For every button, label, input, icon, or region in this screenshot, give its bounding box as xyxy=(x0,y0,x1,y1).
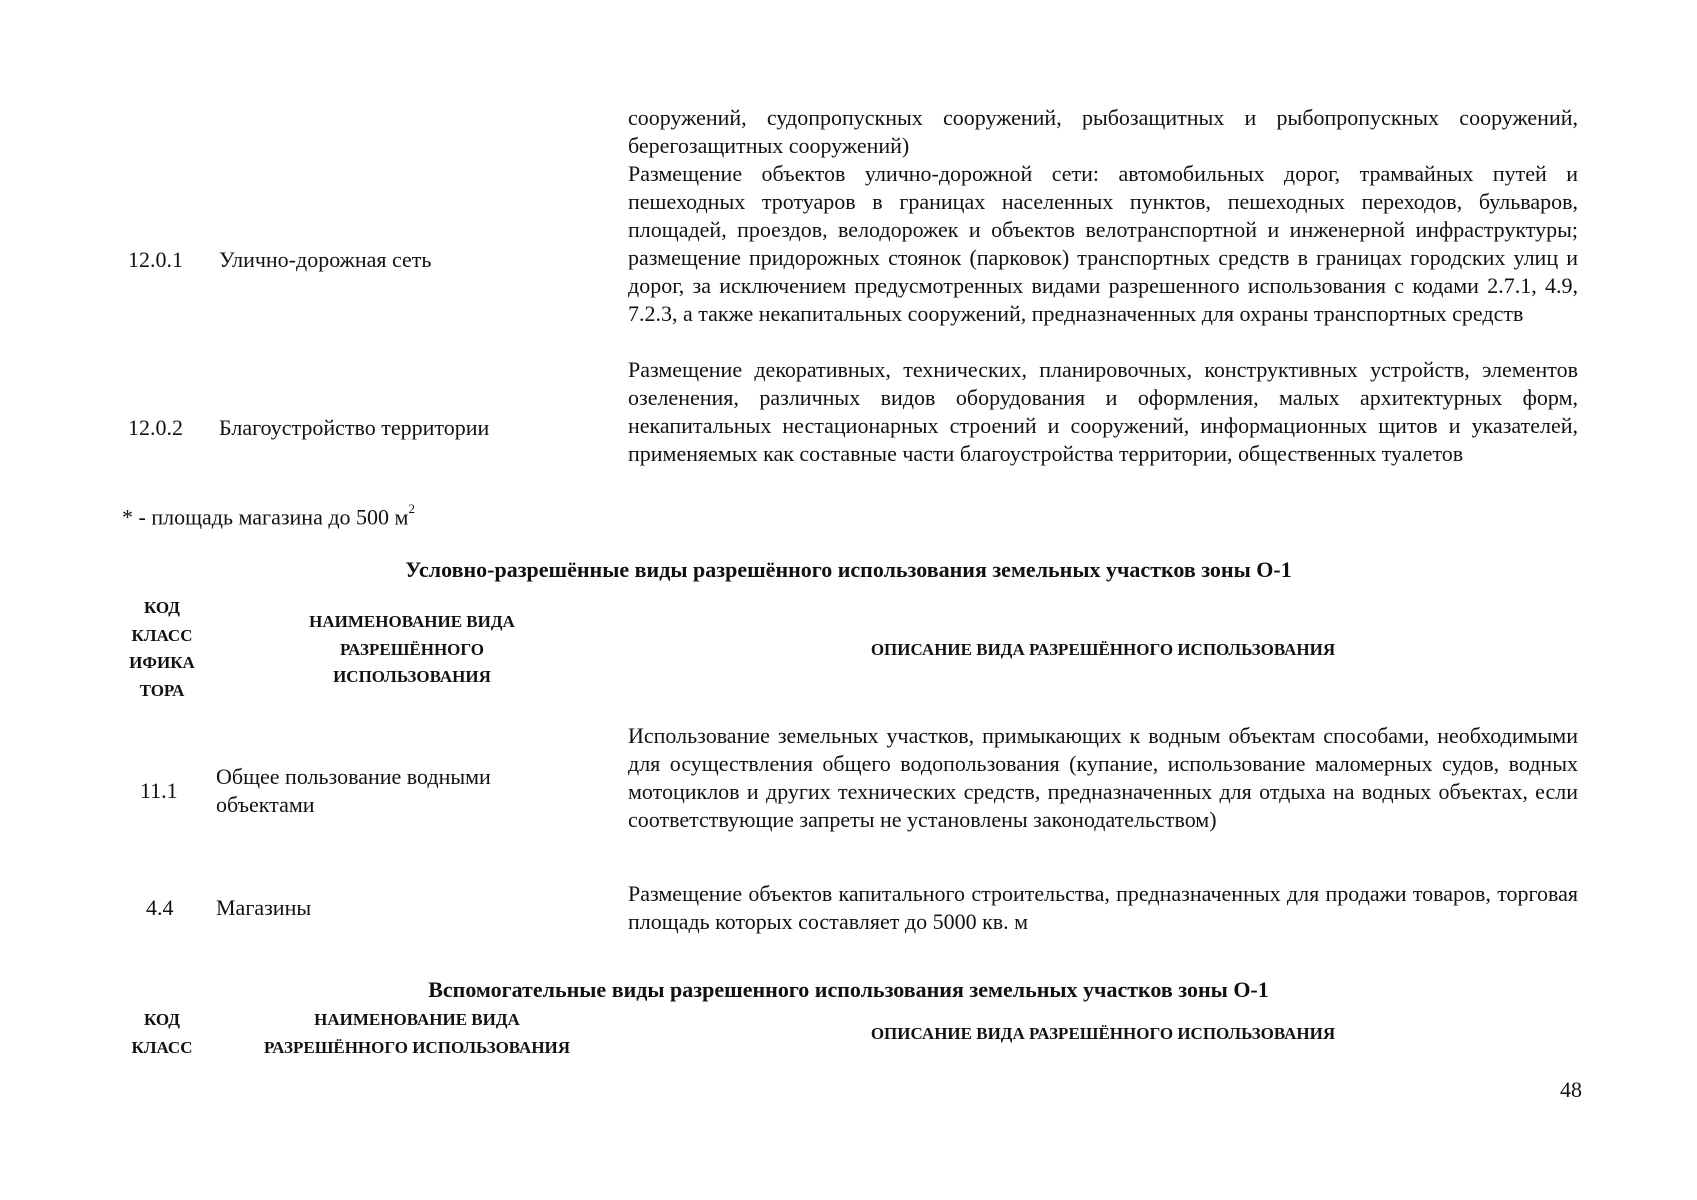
row-name-4-4: Магазины xyxy=(216,895,312,920)
header-code-line: ИФИКА xyxy=(129,653,195,672)
auxiliary-section-title: Вспомогательные виды разрешенного использования земельных участков зоны О-1 xyxy=(428,977,1269,1002)
header-code-line: КЛАСС xyxy=(131,1037,193,1057)
auxiliary-header-description: ОПИСАНИЕ ВИДА РАЗРЕШЁННОГО ИСПОЛЬЗОВАНИЯ xyxy=(870,1024,1336,1043)
continuation-description: сооружений, судопропускных сооружений, рыбозащитных и рыбопропускных сооружений, берегозащитных сооружений) xyxy=(628,105,1578,158)
auxiliary-header-name xyxy=(222,1006,612,1061)
header-name-line: НАИМЕНОВАНИЕ ВИДА xyxy=(314,1010,520,1029)
header-name-line: НАИМЕНОВАНИЕ ВИДА xyxy=(309,612,515,631)
conditional-section-title: Условно-разрешённые виды разрешённого использования земельных участков зоны О-1 xyxy=(405,557,1292,582)
row-description-12-0-2: Размещение декоративных, технических, планировочных, конструктивных устройств, элементов озеленения, различных видов оборудования и оформления, малых архитектурных форм, некапитальных нестационарных строений и сооружений, информационных щитов и указателей, применяемых как составные части благоустройства территории, общественных туалетов xyxy=(628,357,1578,466)
row-code-11-1: 11.1 xyxy=(140,778,178,803)
row-code-4-4: 4.4 xyxy=(146,895,174,920)
conditional-header-description: ОПИСАНИЕ ВИДА РАЗРЕШЁННОГО ИСПОЛЬЗОВАНИЯ xyxy=(870,640,1336,659)
footnote-text: * - площадь магазина до 500 м xyxy=(122,504,409,530)
auxiliary-header-code xyxy=(112,1006,212,1061)
row-name-11-1: Общее пользование водными объектами xyxy=(216,764,491,817)
row-description-11-1: Использование земельных участков, примыкающих к водным объектам способами, необходимыми для осуществления общего водопользования (купание, использование маломерных судов, водных мотоциклов и других технических средств, предназначенных для отдыха на водных объектах, если соответствующие запреты не установлены законодательством) xyxy=(628,723,1578,832)
header-name-line: ИСПОЛЬЗОВАНИЯ xyxy=(333,667,491,686)
row-code-12-0-1: 12.0.1 xyxy=(128,247,183,272)
row-name-12-0-2: Благоустройство территории xyxy=(219,415,490,440)
header-name-line: РАЗРЕШЁННОГО ИСПОЛЬЗОВАНИЯ xyxy=(263,1037,571,1057)
row-description-4-4: Размещение объектов капитального строительства, предназначенных для продажи товаров, торговая площадь которых составляет до 5000 кв. м xyxy=(628,881,1578,934)
conditional-header-name xyxy=(262,608,562,691)
header-code-line: КЛАСС xyxy=(131,625,193,645)
header-code-line: КОД xyxy=(144,1010,180,1029)
header-code-line: КОД xyxy=(144,598,180,617)
page-number: 48 xyxy=(1560,1077,1582,1102)
row-description-12-0-1: Размещение объектов улично-дорожной сети: автомобильных дорог, трамвайных путей и пешеходных тротуаров в границах населенных пунктов, пешеходных переходов, бульваров, площадей, проездов, велодорожек и объектов велотранспортной и инженерной инфраструктуры; размещение придорожных стоянок (парковок) транспортных средств в границах городских улиц и дорог, за исключением предусмотренных видами разрешенного использования с кодами 2.7.1, 4.9, 7.2.3, а также некапитальных сооружений, предназначенных для охраны транспортных средств xyxy=(628,161,1578,326)
conditional-header-code xyxy=(112,594,212,704)
row-name-12-0-1: Улично-дорожная сеть xyxy=(219,247,432,272)
header-code-line: ТОРА xyxy=(139,680,185,700)
row-code-12-0-2: 12.0.2 xyxy=(128,415,183,440)
footnote xyxy=(122,498,415,531)
footnote-superscript: 2 xyxy=(408,501,415,516)
header-name-line: РАЗРЕШЁННОГО xyxy=(339,639,485,659)
